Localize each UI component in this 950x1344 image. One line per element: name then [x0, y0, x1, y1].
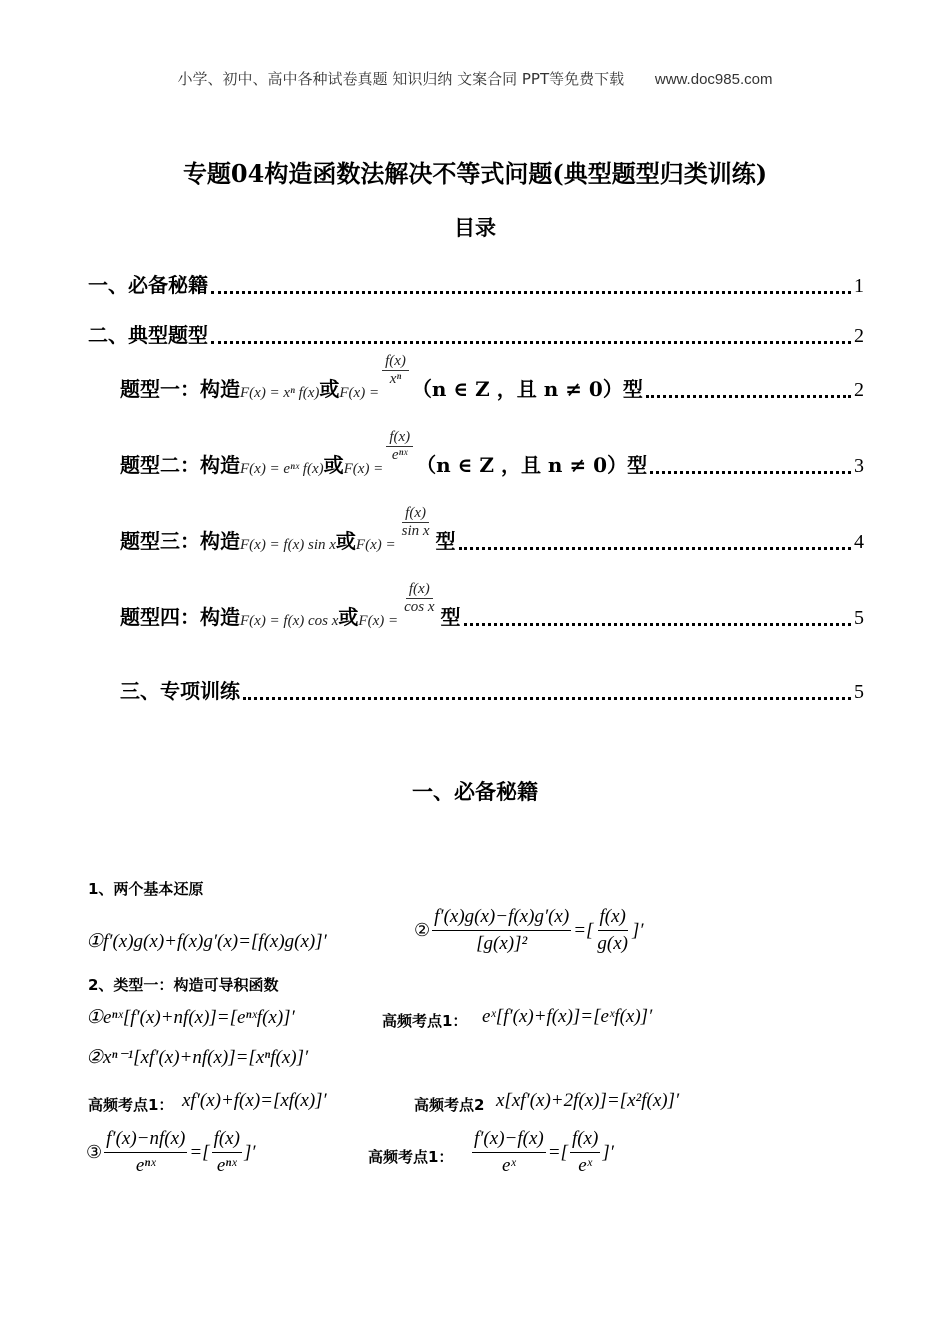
toc-page-number: 2 [854, 325, 864, 347]
toc-dots [650, 470, 851, 474]
formula-quotient-fraction: $\frac{f(x)}{\text{xⁿ}}$ [382, 353, 409, 388]
equation-exp-quotient: ③ $\frac{f'(x)-nf(x)}{\text{eⁿˣ}}$ =[ $\frac{f(x)}{\text{eⁿˣ}}$ ]′ [86, 1128, 256, 1176]
toc-page-number: 5 [854, 607, 864, 629]
toc-or: 或 [319, 377, 340, 401]
toc-item-label: 二、典型题型 [88, 323, 208, 347]
equation-exp-quotient-example: $\frac{f'(x)-f(x)}{\text{eˣ}}$ =[ $\frac{f(x)}{\text{eˣ}}$ ]′ [474, 1128, 614, 1176]
high-frequency-label: 高频考点1： [382, 1012, 468, 1030]
toc-title: 目录 [454, 215, 496, 240]
toc-or: 或 [323, 453, 344, 477]
high-frequency-label-2: 高频考点2 [414, 1096, 485, 1114]
toc-page-number: 1 [854, 275, 864, 297]
toc-item-1[interactable] [88, 258, 864, 298]
high-frequency-label: 高频考点1： [368, 1148, 454, 1166]
toc-or: 或 [338, 605, 359, 629]
toc-or: 或 [335, 529, 356, 553]
formula-quotient-fraction: $\frac{f(x)}{\text{cos x}}$ [404, 581, 435, 615]
formula-quotient-lhs: F(x) = [358, 613, 399, 629]
toc-item-type-3[interactable] [120, 505, 864, 554]
toc-page-number: 3 [854, 455, 864, 477]
formula-product: F(x) = eⁿˣ f(x) [240, 461, 324, 477]
page-header [0, 68, 950, 89]
formula-quotient-lhs: F(x) = [339, 385, 380, 401]
equation-power-product: ②xⁿ⁻¹[xf′(x)+nf(x)]=[xⁿf(x)]′ [86, 1047, 309, 1068]
toc-item-type-1[interactable] [120, 353, 864, 402]
toc-condition: 型 [435, 529, 456, 553]
toc-condition: （n ∈ Z ，且 n ≠ 0）型 [416, 453, 648, 477]
toc-dots [243, 696, 851, 700]
formula-quotient-fraction: $\frac{f(x)}{\text{sin x}}$ [401, 505, 430, 539]
toc-dots [464, 622, 852, 626]
toc-item-type-4[interactable] [120, 581, 864, 630]
toc-dots [459, 546, 851, 550]
high-frequency-label: 高频考点1： [88, 1096, 174, 1114]
equation-x2f-product: x[xf′(x)+2f(x)]=[x²f(x)]′ [496, 1090, 680, 1111]
formula-quotient-fraction: $\frac{f(x)}{\text{eⁿˣ}}$ [386, 429, 413, 464]
section-title: 一、必备秘籍 [412, 779, 538, 804]
formula-product: F(x) = f(x) cos x [240, 613, 339, 629]
toc-page-number: 5 [854, 681, 864, 703]
formula-product: F(x) = f(x) sin x [240, 537, 336, 553]
toc-page-number: 2 [854, 379, 864, 401]
document-title: 专题04构造函数法解决不等式问题(典型题型归类训练) [182, 159, 768, 188]
toc-item-type-2[interactable] [120, 429, 864, 478]
toc-item-label: 题型一：构造 [120, 377, 240, 401]
header-site-link[interactable]: www.doc985.com [654, 71, 773, 88]
toc-item-label: 题型二：构造 [120, 453, 240, 477]
subsection-heading-1: 1、两个基本还原 [88, 880, 204, 898]
toc-condition: 型 [440, 605, 461, 629]
header-text: 小学、初中、高中各种试卷真题 知识归纳 文案合同 PPT等免费下载 [177, 70, 625, 88]
toc-item-label: 题型三：构造 [120, 529, 240, 553]
toc-condition: （n ∈ Z ，且 n ≠ 0）型 [411, 377, 643, 401]
equation-exp-product: ①eⁿˣ[f′(x)+nf(x)]=[eⁿˣf(x)]′ [86, 1007, 295, 1028]
equation-exp-product-example: eˣ[f′(x)+f(x)]=[eˣf(x)]′ [482, 1006, 653, 1027]
formula-product: F(x) = xⁿ f(x) [240, 385, 320, 401]
toc-item-2[interactable] [88, 308, 864, 348]
subsection-heading-2: 2、类型一：构造可导积函数 [88, 976, 279, 994]
toc-page-number: 4 [854, 531, 864, 553]
toc-item-3[interactable] [120, 664, 864, 704]
toc-dots [211, 340, 851, 344]
toc-item-label: 题型四：构造 [120, 605, 240, 629]
toc-item-label: 三、专项训练 [120, 679, 240, 703]
equation-quotient-rule: ② $\frac{f'(x)g(x)-f(x)g'(x)}{\text{[g(x)]²}}$ =[ $\frac{f(x)}{g(x)}$ ]′ [414, 906, 644, 954]
formula-quotient-lhs: F(x) = [343, 461, 384, 477]
toc-dots [211, 290, 851, 294]
equation-xf-product: xf′(x)+f(x)=[xf(x)]′ [182, 1090, 327, 1111]
toc-item-label: 一、必备秘籍 [88, 273, 208, 297]
equation-product-rule: ①f′(x)g(x)+f(x)g′(x)=[f(x)g(x)]′ [86, 931, 327, 952]
formula-quotient-lhs: F(x) = [355, 537, 396, 553]
toc-dots [646, 394, 851, 398]
